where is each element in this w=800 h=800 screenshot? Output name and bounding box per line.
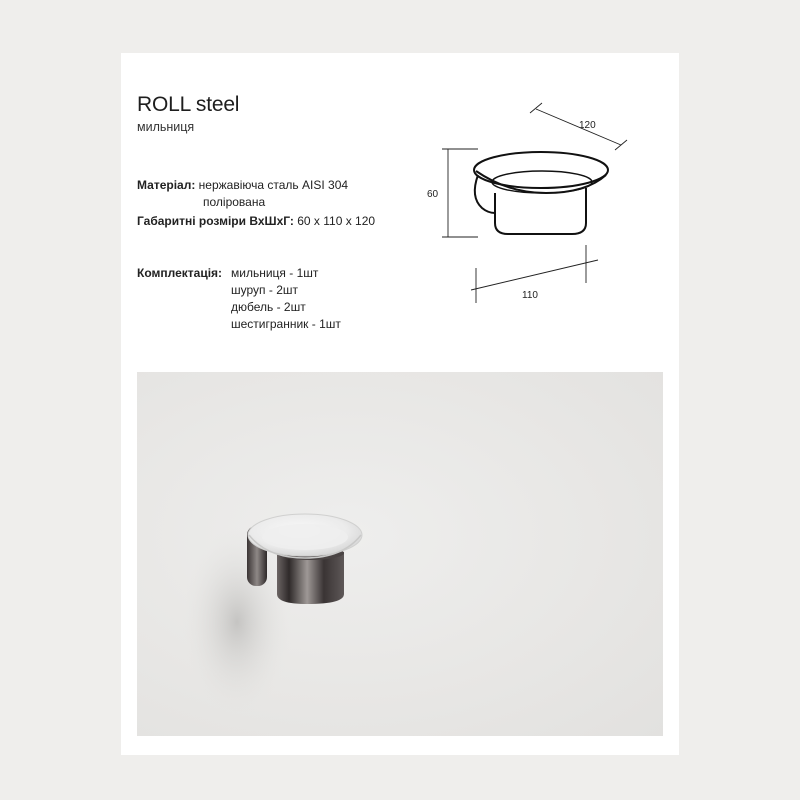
shadow — [182, 527, 292, 717]
material-label: Матеріал: — [137, 178, 196, 192]
width-label: 110 — [522, 290, 538, 301]
kit-item: мильниця - 1шт — [231, 266, 319, 280]
depth-label: 120 — [579, 120, 596, 131]
width-dimension-line — [471, 260, 598, 290]
kit-item: дюбель - 2шт — [231, 300, 306, 314]
technical-drawing — [416, 93, 636, 303]
dimensions-row — [137, 213, 375, 230]
soap-dish-image — [137, 372, 663, 736]
product-photo — [137, 372, 663, 736]
height-label: 60 — [427, 189, 439, 200]
dimensions-value: 60 x 110 x 120 — [297, 214, 376, 228]
material-value: нержавіюча сталь AISI 304 — [198, 178, 349, 192]
product-title: ROLL steel — [137, 93, 240, 116]
soap-dish-outline — [474, 152, 608, 234]
kit-item: шестигранник - 1шт — [231, 317, 341, 331]
product-sheet — [121, 53, 679, 755]
product-subtitle: мильниця — [137, 120, 195, 134]
dimensions-label: Габаритні розміри ВхШхГ: — [137, 214, 294, 228]
kit-item: шуруп - 2шт — [231, 283, 298, 297]
material-value-line2: полірована — [203, 195, 266, 209]
kit-list — [231, 265, 341, 333]
material-row — [137, 177, 348, 194]
kit-label: Комплектація: — [137, 266, 223, 280]
